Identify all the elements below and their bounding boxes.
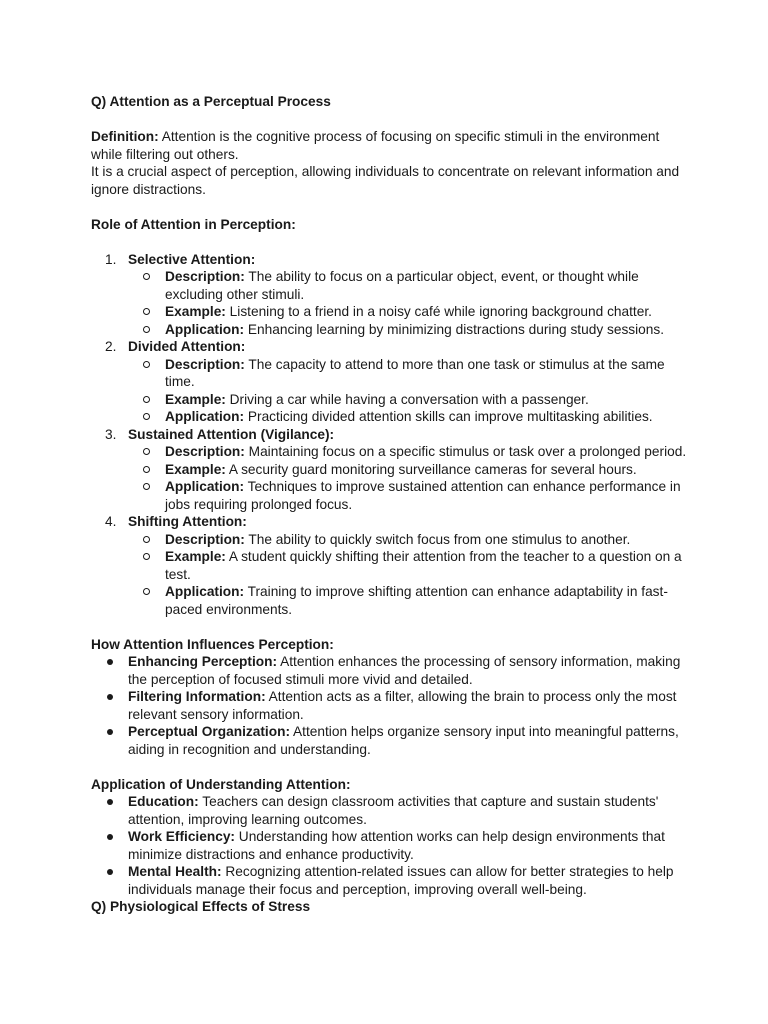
role-item-number: 4. — [105, 514, 117, 529]
role-sub-list — [128, 531, 691, 619]
role-sub-item — [128, 583, 691, 618]
role-sub-list — [128, 356, 691, 426]
application-item-text: Teachers can design classroom activities that capture and sustain students' attention, improving learning outcomes. — [128, 794, 659, 827]
role-item — [91, 426, 691, 514]
influence-list — [91, 653, 691, 758]
sub-item-label: Application: — [165, 584, 245, 599]
sub-item-text: Techniques to improve sustained attention can enhance performance in jobs requiring prolonged focus. — [165, 479, 681, 512]
role-item-title: Shifting Attention: — [128, 514, 247, 529]
application-item-label: Work Efficiency: — [128, 829, 235, 844]
hollow-bullet-icon — [143, 483, 150, 490]
definition-label: Definition: — [91, 129, 159, 144]
sub-item-label: Description: — [165, 269, 245, 284]
bullet-icon — [107, 659, 113, 665]
role-item-title: Divided Attention: — [128, 339, 246, 354]
hollow-bullet-icon — [143, 536, 150, 543]
influence-item — [91, 653, 691, 688]
influence-item-text: Attention acts as a filter, allowing the brain to process only the most relevant sensory information. — [128, 689, 677, 722]
sub-item-label: Application: — [165, 479, 245, 494]
influence-item-text: Attention helps organize sensory input into meaningful patterns, aiding in recognition and understanding. — [128, 724, 679, 757]
hollow-bullet-icon — [143, 273, 150, 280]
role-item-title: Sustained Attention (Vigilance): — [128, 426, 335, 442]
hollow-bullet-icon — [143, 413, 150, 420]
sub-item-label: Example: — [165, 549, 226, 564]
role-heading: Role of Attention in Perception: — [91, 216, 296, 232]
bullet-icon — [107, 694, 113, 700]
sub-item-label: Description: — [165, 356, 245, 372]
sub-item-text: Practicing divided attention skills can improve multitasking abilities. — [244, 409, 653, 424]
hollow-bullet-icon — [143, 326, 150, 333]
sub-item-label: Example: — [165, 304, 226, 319]
bullet-icon — [107, 834, 113, 840]
role-sub-item — [128, 478, 691, 513]
influence-heading: How Attention Influences Perception: — [91, 636, 334, 652]
application-item — [91, 793, 691, 828]
influence-item-label: Perceptual Organization: — [128, 724, 290, 739]
influence-item — [91, 688, 691, 723]
application-item — [91, 863, 691, 898]
sub-item-label: Application: — [165, 409, 245, 424]
sub-item-label: Description: — [165, 444, 245, 459]
bullet-icon — [107, 869, 113, 875]
hollow-bullet-icon — [143, 448, 150, 455]
influence-item — [91, 723, 691, 758]
definition-paragraph-2: It is a crucial aspect of perception, allowing individuals to concentrate on relevant information and ignore distractions. — [91, 164, 680, 197]
role-item-title: Selective Attention: — [128, 251, 256, 267]
hollow-bullet-icon — [143, 396, 150, 403]
bullet-icon — [107, 799, 113, 805]
sub-item-label: Example: — [165, 391, 226, 407]
hollow-bullet-icon — [143, 361, 150, 368]
role-item-number: 3. — [105, 426, 117, 442]
document-page — [91, 93, 691, 916]
application-list — [91, 793, 691, 898]
application-heading: Application of Understanding Attention: — [91, 776, 351, 792]
role-sub-item — [128, 356, 691, 391]
sub-item-text: The ability to quickly switch focus from one stimulus to another. — [244, 531, 631, 547]
role-item — [91, 513, 691, 618]
definition-paragraph — [91, 128, 691, 163]
sub-item-text: A student quickly shifting their attention from the teacher to a question on a test. — [165, 549, 682, 582]
sub-item-label: Application: — [165, 321, 245, 337]
role-item-number: 2. — [105, 339, 117, 354]
hollow-bullet-icon — [143, 553, 150, 560]
page-title: Q) Attention as a Perceptual Process — [91, 94, 331, 109]
application-item-label: Mental Health: — [128, 864, 222, 879]
sub-item-text: The capacity to attend to more than one task or stimulus at the same time. — [165, 356, 665, 389]
role-item — [91, 251, 691, 339]
role-sub-item — [128, 321, 691, 339]
role-sub-item — [128, 531, 691, 549]
role-sub-item — [128, 391, 691, 409]
role-sub-list — [128, 268, 691, 338]
sub-item-text: Enhancing learning by minimizing distractions during study sessions. — [244, 321, 665, 337]
sub-item-text: Listening to a friend in a noisy café while ignoring background chatter. — [225, 304, 652, 319]
sub-item-label: Description: — [165, 531, 245, 547]
role-sub-item — [128, 461, 691, 479]
influence-item-label: Filtering Information: — [128, 689, 266, 704]
sub-item-text: The ability to focus on a particular object, event, or thought while excluding other stimuli. — [165, 269, 639, 302]
bullet-icon — [107, 729, 113, 735]
role-sub-list — [128, 443, 691, 513]
influence-item-label: Enhancing Perception: — [128, 654, 278, 669]
influence-item-text: Attention enhances the processing of sensory information, making the perception of focused stimuli more vivid and detailed. — [128, 654, 681, 687]
application-item-label: Education: — [128, 794, 199, 809]
role-sub-item — [128, 443, 691, 461]
role-list — [91, 251, 691, 619]
sub-item-text: Driving a car while having a conversation with a passenger. — [225, 391, 589, 407]
role-sub-item — [128, 408, 691, 426]
sub-item-text: Training to improve shifting attention can enhance adaptability in fast-paced environments. — [165, 584, 668, 617]
sub-item-text: Maintaining focus on a specific stimulus or task over a prolonged period. — [244, 444, 687, 459]
sub-item-text: A security guard monitoring surveillance cameras for several hours. — [225, 461, 637, 477]
application-item-text: Understanding how attention works can help design environments that minimize distractions and enhance productivity. — [128, 829, 665, 862]
hollow-bullet-icon — [143, 588, 150, 595]
role-item-number: 1. — [105, 251, 117, 267]
application-item — [91, 828, 691, 863]
role-item — [91, 338, 691, 426]
role-sub-item — [128, 268, 691, 303]
role-sub-item — [128, 548, 691, 583]
next-section-title: Q) Physiological Effects of Stress — [91, 899, 311, 914]
hollow-bullet-icon — [143, 466, 150, 473]
sub-item-label: Example: — [165, 461, 226, 477]
definition-text: Attention is the cognitive process of focusing on specific stimuli in the environment while filtering out others. — [91, 129, 660, 162]
role-sub-item — [128, 303, 691, 321]
application-item-text: Recognizing attention-related issues can allow for better strategies to help individuals manage their focus and perception, improving overall well-being. — [128, 864, 674, 897]
hollow-bullet-icon — [143, 308, 150, 315]
